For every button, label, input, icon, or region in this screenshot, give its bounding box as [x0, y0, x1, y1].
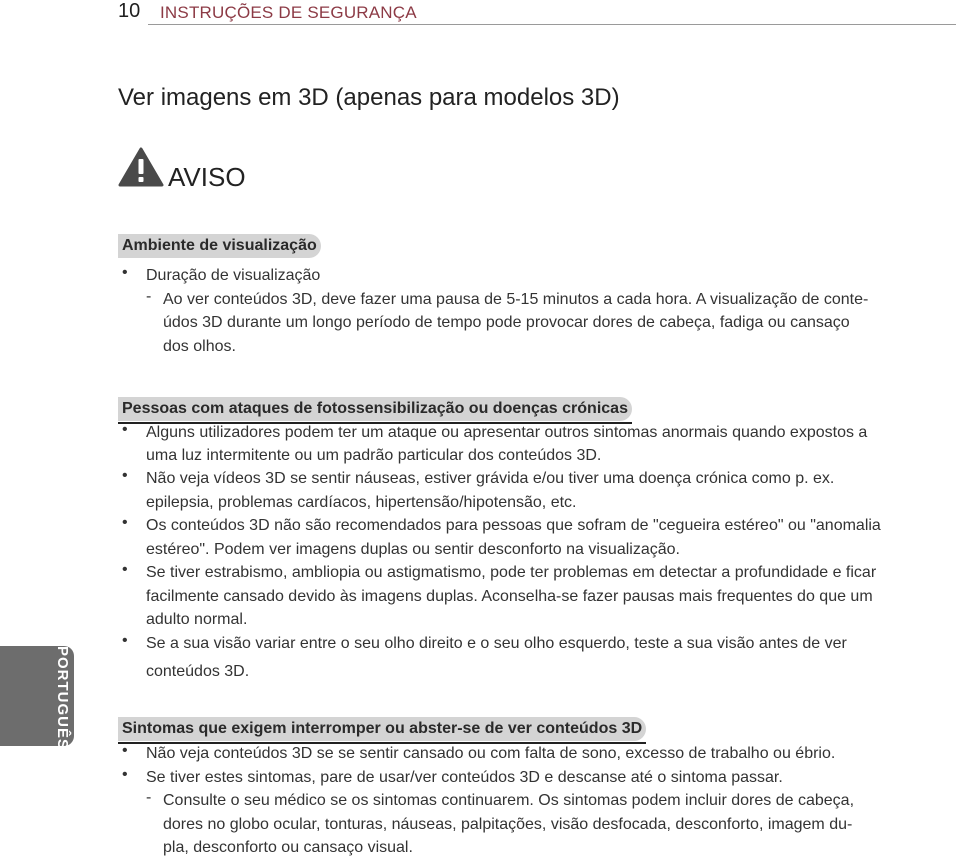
warning-label: AVISO [168, 162, 246, 192]
bullet-marker: • [122, 632, 128, 649]
list-item-text: dores no globo ocular, tonturas, náuseas, palpitações, visão desfocada, desconforto, imagem du- [163, 816, 853, 833]
list-item-text: estéreo". Podem ver imagens duplas ou sentir desconforto na visualização. [146, 541, 680, 558]
list-item-text: údos 3D durante um longo período de tempo pode provocar dores de cabeça, fadiga ou cansaço [163, 314, 850, 331]
list-item: Alguns utilizadores podem ter um ataque ou apresentar outros sintomas anormais quando expostos a [146, 424, 868, 441]
subheading-label: Pessoas com ataques de fotossensibilização ou doenças crónicas [122, 400, 628, 417]
bullet-marker: • [122, 766, 128, 783]
list-item: Não veja conteúdos 3D se se sentir cansado ou com falta de sono, excesso de trabalho ou ébrio. [146, 745, 836, 762]
list-item-text: Ao ver conteúdos 3D, deve fazer uma pausa de 5-15 minutos a cada hora. A visualização de conte- [163, 291, 869, 308]
warning-triangle-icon [118, 146, 164, 188]
bullet-marker: • [122, 561, 128, 578]
list-item-text: dos olhos. [163, 338, 236, 355]
list-item: Se tiver estes sintomas, pare de usar/ver conteúdos 3D e descanse até o sintoma passar. [146, 769, 783, 786]
bullet-marker: • [122, 264, 128, 281]
bullet-marker: • [122, 467, 128, 484]
section-title: Ver imagens em 3D (apenas para modelos 3D) [118, 84, 620, 111]
list-item-text: uma luz intermitente ou um padrão particular dos conteúdos 3D. [146, 447, 602, 464]
list-item-text: epilepsia, problemas cardíacos, hipertensão/hipotensão, etc. [146, 494, 577, 511]
list-item: Não veja vídeos 3D se sentir náuseas, estiver grávida e/ou tiver uma doença crónica como p. ex. [146, 470, 835, 487]
page-header-title: INSTRUÇÕES DE SEGURANÇA [160, 3, 417, 22]
list-item: Duração de visualização [146, 267, 321, 284]
subheading-label: Ambiente de visualização [122, 237, 317, 254]
page-number: 10 [118, 0, 141, 22]
list-item: Se a sua visão variar entre o seu olho direito e o seu olho esquerdo, teste a sua visão antes de ver [146, 635, 847, 652]
bullet-marker: • [122, 742, 128, 759]
header-rule [148, 24, 956, 25]
list-item-text: facilmente cansado devido às imagens duplas. Aconselha-se fazer pausas mais frequentes do que um [146, 588, 873, 605]
dash-marker: - [146, 789, 152, 806]
subheading-photosensitivity [118, 397, 632, 421]
list-item-text: Consulte o seu médico se os sintomas continuarem. Os sintomas podem incluir dores de cabeça, [163, 792, 855, 809]
bullet-marker: • [122, 421, 128, 438]
list-item: Os conteúdos 3D não são recomendados para pessoas que sofram de "cegueira estéreo" ou "anomalia [146, 517, 881, 534]
list-item-text: pla, desconforto ou cansaço visual. [163, 839, 413, 856]
page-header [0, 0, 960, 24]
subheading-viewing-environment [118, 234, 321, 258]
dash-marker: - [146, 288, 152, 305]
list-item-text: conteúdos 3D. [146, 663, 250, 680]
bullet-marker: • [122, 514, 128, 531]
list-item-text: adulto normal. [146, 611, 248, 628]
subheading-stop-symptoms [118, 717, 646, 741]
subheading-label: Sintomas que exigem interromper ou abster-se de ver conteúdos 3D [122, 720, 643, 737]
language-tab-label: PORTUGUÊS [54, 646, 71, 751]
list-item: Se tiver estrabismo, ambliopia ou astigmatismo, pode ter problemas em detectar a profundidade e ficar [146, 564, 877, 581]
